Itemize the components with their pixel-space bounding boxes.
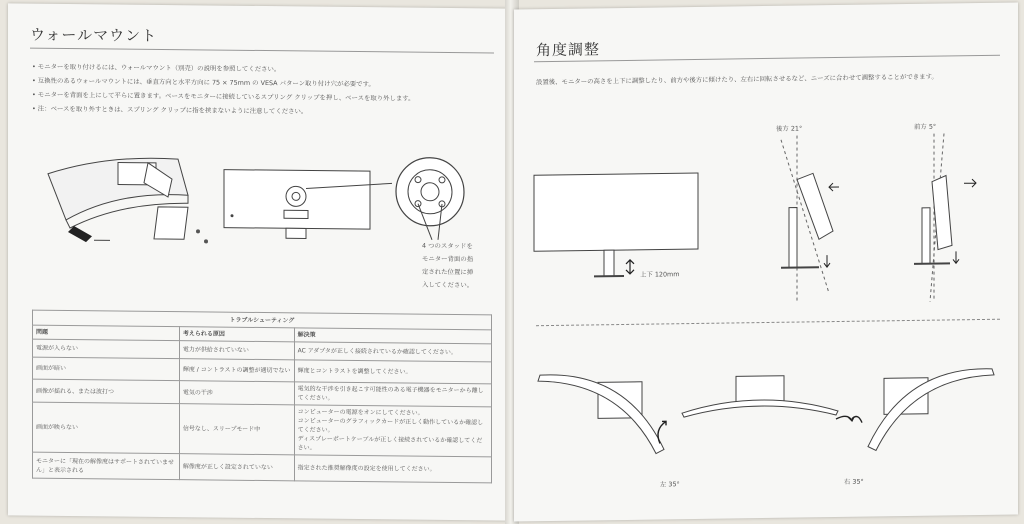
stand-removal-illustration bbox=[38, 144, 218, 256]
title-rule bbox=[30, 48, 494, 54]
title-rule bbox=[534, 55, 1000, 63]
troubleshooting-table bbox=[32, 310, 492, 484]
bullet-3: • モニターを背面を上にして平らに置きます。ベースをモニターに接続しているスプリング クリップを押し、ベースを取り外します。 bbox=[32, 90, 415, 103]
vesa-plate-illustration bbox=[392, 153, 472, 234]
tilt-front-label: 前方 5° bbox=[914, 122, 937, 131]
cell-cause: 信号なし、スリープモード中 bbox=[179, 404, 294, 455]
stud-instruction: 4 つのスタッドを モニター背面の指 定された位置に挿 入してください。 bbox=[422, 241, 474, 290]
cell-cause: 電力が供給されていない bbox=[179, 341, 294, 360]
cell-problem: モニターに「現在の解像度はサポートされていません」と表示される bbox=[33, 452, 180, 480]
bullet-2: • 互換性のあるウォールマウントには、垂直方向と水平方向に 75 × 75mm の VESA パターン取り付け穴が必要です。 bbox=[32, 76, 375, 89]
table-row bbox=[33, 402, 492, 457]
cell-solution: 指定された推奨解像度の設定を使用してください。 bbox=[294, 455, 491, 483]
cell-solution: AC アダプタが正しく接続されているか確認してください。 bbox=[294, 342, 491, 362]
cell-problem: 画面が映らない bbox=[33, 402, 180, 454]
tilt-front-illustration bbox=[910, 131, 990, 302]
right-page bbox=[514, 2, 1018, 521]
table-caption: トラブルシューティング bbox=[33, 310, 492, 330]
cell-solution: 電気的な干渉を引き起こす可能性のある電子機器をモニターから離してください。 bbox=[294, 382, 491, 407]
cell-cause: 解像度が正しく設定されていない bbox=[179, 454, 294, 481]
tilt-back-label: 後方 21° bbox=[776, 124, 803, 133]
height-adjust-illustration bbox=[534, 167, 714, 290]
header-solution: 解決策 bbox=[294, 328, 491, 344]
swivel-right-label: 右 35° bbox=[844, 477, 864, 486]
tilt-back-illustration bbox=[769, 133, 849, 304]
height-label: 上下 120mm bbox=[640, 270, 680, 279]
cell-problem: 画面が暗い bbox=[33, 357, 180, 381]
bullet-4: • 注：ベースを取り外すときは、スプリング クリップに指を挟まないように注意してください。 bbox=[32, 104, 308, 116]
header-cause: 考えられる原因 bbox=[179, 327, 294, 342]
cell-solution: コンピューターの電源をオンにしてください。 コンピューターのグラフィックカードが正しく動作しているか確認してください。 ディスプレーポートケーブルが正しく接続されているか確認してください。 bbox=[294, 405, 491, 457]
cell-cause: 輝度 / コントラストの調整が適切でない bbox=[179, 359, 294, 382]
cell-solution: 輝度とコントラストを調整してください。 bbox=[294, 360, 491, 384]
monitor-back-illustration bbox=[222, 166, 382, 248]
cell-problem: 画像が揺れる、または波打つ bbox=[33, 379, 180, 404]
swivel-illustration bbox=[536, 355, 996, 471]
description: 設置後、モニターの高さを上下に調整したり、前方や後方に傾けたり、左右に回転させるなど、ニーズに合わせて調整することができます。 bbox=[536, 72, 938, 87]
header-problem: 問題 bbox=[33, 325, 180, 341]
cell-cause: 電気の干渉 bbox=[179, 381, 294, 405]
swivel-left-label: 左 35° bbox=[660, 480, 680, 489]
table-row bbox=[33, 452, 492, 483]
section-divider bbox=[536, 319, 1000, 326]
cell-problem: 電源が入らない bbox=[33, 339, 180, 359]
page-title: 角度調整 bbox=[536, 40, 601, 60]
bullet-1: • モニターを取り付けるには、ウォールマウント（別売）の説明を参照してください。 bbox=[32, 62, 281, 74]
left-page bbox=[8, 3, 513, 520]
page-title: ウォールマウント bbox=[30, 25, 158, 45]
